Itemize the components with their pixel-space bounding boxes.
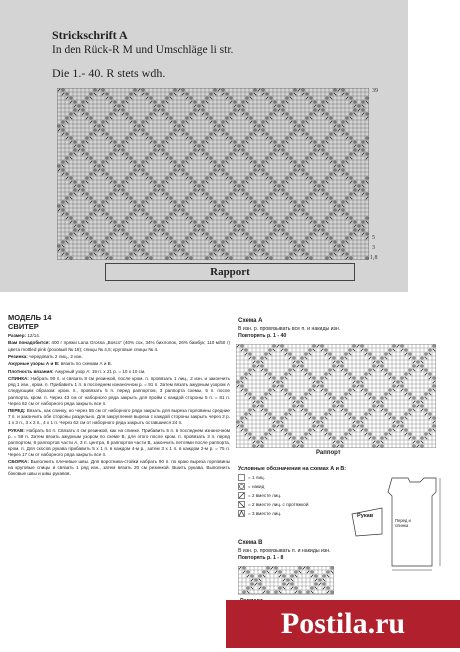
- scanned-chart-section: [0, 0, 408, 292]
- scheme-b-title: Схема В: [238, 540, 263, 546]
- row-label-5: 5: [372, 235, 375, 241]
- row-label-top: 39: [372, 88, 378, 94]
- scheme-a-repeat: Повторять р. 1 - 40: [238, 333, 287, 339]
- chart-instruction-1: In den Rück-R M und Umschläge li str.: [52, 44, 234, 56]
- paragraph: ПЕРЕД: Вязать, как спинку, но через 55 см от наборного ряда закрыть для выреза горловины средние 7 п. и закончить обе стороны раздельно. Для закругления выреза с каждой стороны закрыть через 2 р. 1 x 3 п., 3 x 2 п., 4 x 1 п. Через 62 см от наборного ряда закрыть оставшиеся 24 п.: [8, 408, 230, 426]
- paragraph: Ажурные узоры А и В: вязать по схемам А и В.: [8, 361, 112, 367]
- scheme-b-repeat: Повторять р. 1 - 8: [238, 555, 284, 561]
- legend-item: = 2 вместе лиц. с протяжкой: [248, 502, 309, 507]
- paragraph: СБОРКА: Выполнить плечевые швы. Для воротника-стойки набрать 90 п. по краю выреза горловины на круговые спицы и связать 1 ряд изн., затем вязать 20 см резинкой. Вшить рукава. Выполнить боковые швы и швы рукавов.: [8, 459, 231, 477]
- body-label: Перед и спинка: [395, 518, 411, 528]
- rapport-label: Rapport: [210, 266, 250, 278]
- paragraph: Плотность вязания: Ажурный узор А: 19 п. x 21 р. = 10 x 10 см.: [8, 368, 146, 374]
- row-label-3: 3: [372, 245, 375, 251]
- paragraph: Вам понадобится: 400 г пряжи Lana Grossa „Bosco“ (40% сох, 34% бихлопок, 26% бамбук; 110 м/50 г) цвета mottled pink (розовый № 18); спицы № 4,5; круговые спицы № 4.: [8, 340, 230, 352]
- legend-title: Условные обозначения на схемах А и В:: [238, 466, 347, 472]
- legend-item: = 2 вместе лиц.: [248, 493, 282, 498]
- model-subtitle: СВИТЕР: [8, 322, 39, 331]
- row-label-1: 1,8: [370, 255, 378, 261]
- scheme-a-rapport-label: Раппорт: [316, 450, 341, 456]
- paragraph: Размер: 12/14.: [8, 333, 41, 338]
- scheme-b-chart: [238, 566, 334, 596]
- sleeve-label: Рукав: [357, 513, 374, 519]
- chart-instruction-2: Die 1.- 40. R stets wdh.: [52, 66, 166, 80]
- rapport-bracket: [105, 263, 355, 281]
- model-title: МОДЕЛЬ 14: [8, 313, 52, 322]
- watermark-logo: Postila.ru: [226, 600, 460, 648]
- legend-symbols: [238, 474, 246, 518]
- knitting-chart-a: [57, 88, 369, 260]
- scheme-a-chart: [236, 344, 436, 448]
- legend-item: = 1 лиц.: [248, 475, 265, 480]
- chart-title: Strickschrift A: [52, 28, 128, 42]
- scheme-b-subtitle: В изн. р. провязывать п. и накиды изн.: [238, 548, 331, 554]
- scheme-a-subtitle: В изн. р. провязывать все п. и накиды изн.: [238, 326, 341, 332]
- legend-item: = накид: [248, 484, 265, 489]
- scheme-a-title: Схема А: [238, 318, 263, 324]
- paragraph: РУКАВ: Набрать 54 п. Связать 4 см резинкой, как на спинке. Прибавить 5 п. в последнем изнаночном р. = 59 п. Затем вязать ажурным узором по схеме В, для этого после кром. п. провязать 3 п. перед раппортом, 8 раппортов части А, 3 п. центра, 8 раппортов части В, закончить петлями после раппорта, кром. п. Для скосов рукава прибавить 5 x 1 п. в каждом 4-м р., затем 3 x 1 п. в каждом 2-м р. = 75 п. Через 17 см от наборного ряда закрыть все п.: [8, 427, 230, 457]
- legend-item: = 3 вместе лиц.: [248, 511, 282, 516]
- paragraph: СПИНКА: Набрать 90 п. и связать 8 см резинкой, после кром. п. провязать 1 лиц., 2 изн. и закончить ряд 1 изн., кром. п. Прибавить 1 п. в последнем изнаночном р. = 91 п. Затем вязать ажурным узором А следующим образом: кром. п., провязать 5 п. перед раппортом, 3 раппорта схемы, 5 п. после раппорта, кром. п. Через 43 см от наборного ряда закрыть для пройм с каждой стороны 5 п. = 81 п. Через 62 см от наборного ряда закрыть все п.: [8, 376, 230, 406]
- pattern-instructions: [8, 333, 230, 479]
- paragraph: Резинка: чередовать 2 лиц., 2 изн.: [8, 353, 83, 359]
